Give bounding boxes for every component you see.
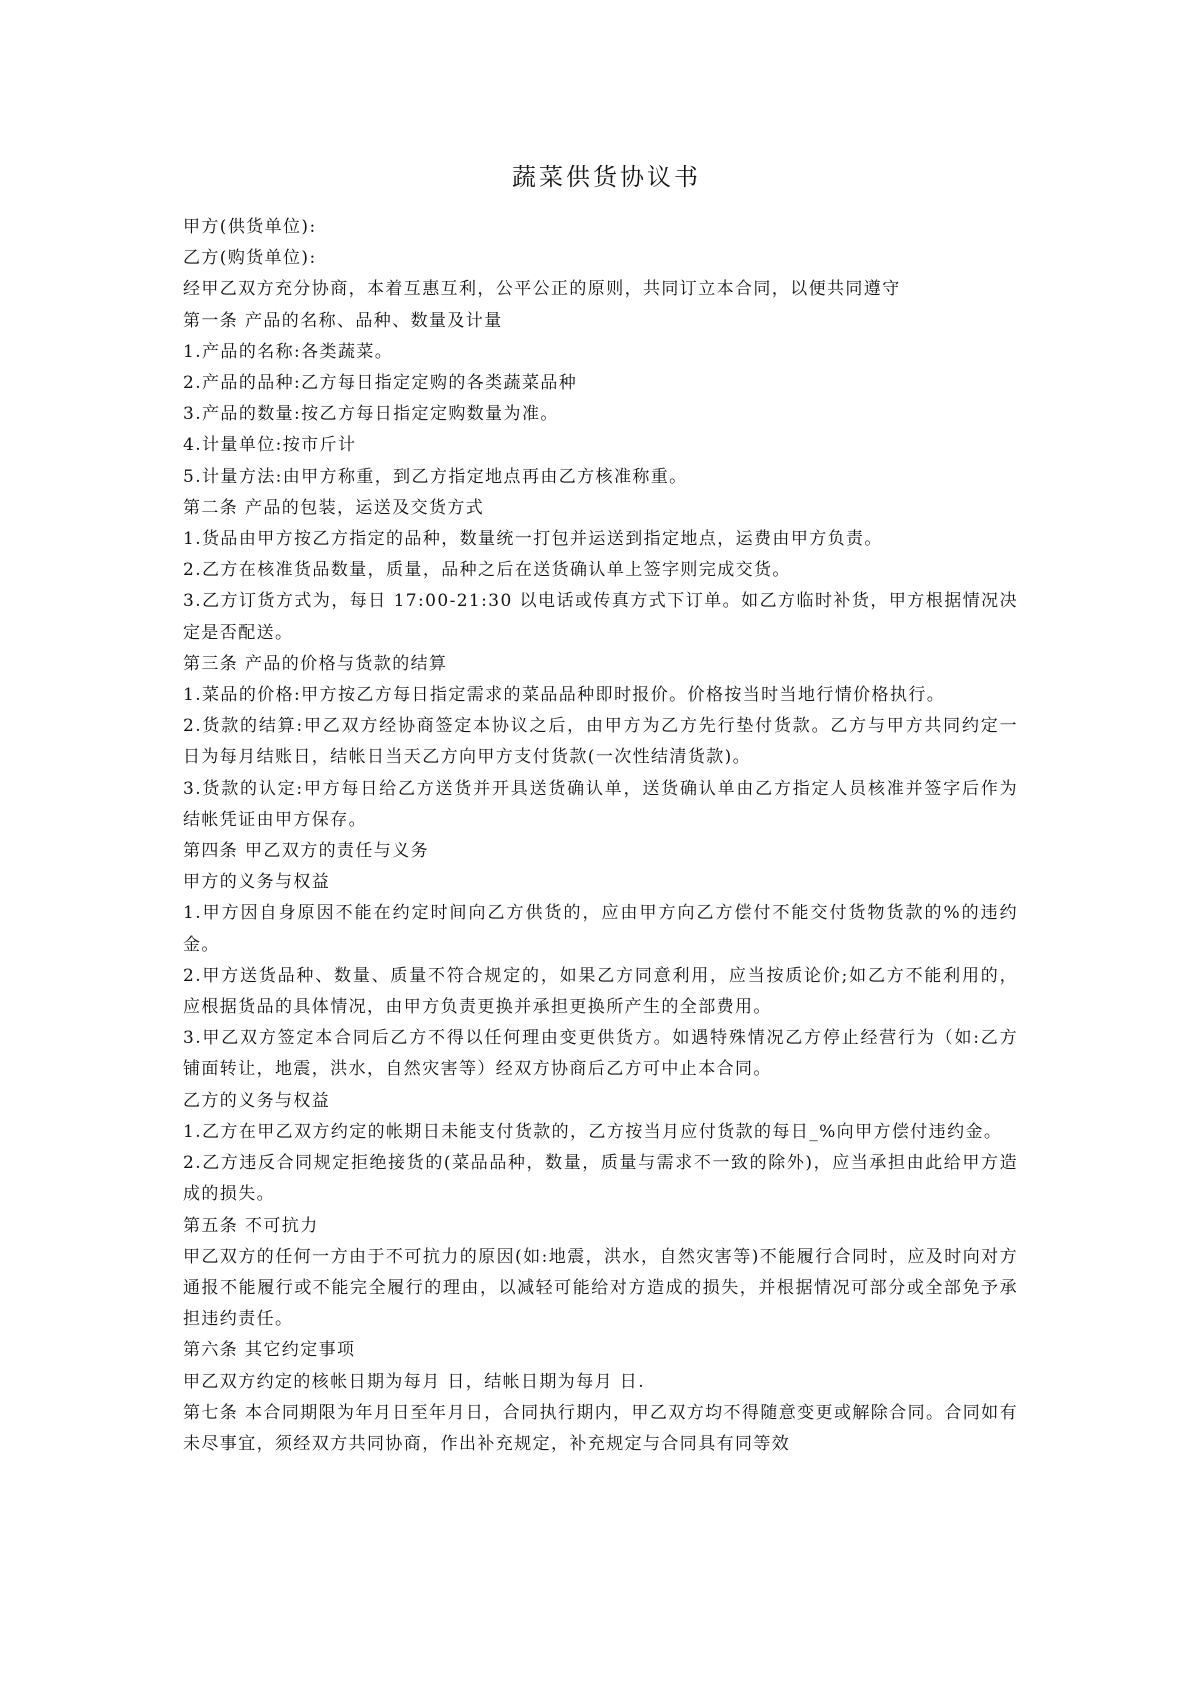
party-b-line: 乙方(购货单位): xyxy=(183,248,317,269)
clause: 3.乙方订货方式为，每日 17:00-21:30 以电话或传真方式下订单。如乙方临时补货，甲方根据情况决定是否配送。 xyxy=(183,591,1018,643)
clause: 2.甲方送货品种、数量、质量不符合规定的，如果乙方同意利用，应当按质论价;如乙方不能利用的，应根据货品的具体情况，由甲方负责更换并承担更换所产生的全部费用。 xyxy=(183,965,1018,1018)
subsection-heading: 甲方的义务与权益 xyxy=(183,872,331,893)
clause: 4.计量单位:按市斤计 xyxy=(183,435,357,456)
subsection-heading: 乙方的义务与权益 xyxy=(183,1090,331,1111)
clause: 甲乙双方约定的核帐日期为每月 日，结帐日期为每月 日. xyxy=(183,1371,646,1392)
clause: 2.产品的品种:乙方每日指定定购的各类蔬菜品种 xyxy=(183,373,578,394)
clause: 3.甲乙双方签定本合同后乙方不得以任何理由变更供货方。如遇特殊情况乙方停止经营行为（如:乙方铺面转让，地震，洪水，自然灾害等）经双方协商后乙方可中止本合同。 xyxy=(183,1028,1018,1080)
clause: 2.乙方在核准货品数量，质量，品种之后在送货确认单上签字则完成交货。 xyxy=(183,560,791,581)
document-body xyxy=(183,212,1018,1460)
article-6-heading: 第六条 其它约定事项 xyxy=(183,1340,356,1361)
clause: 2.货款的结算:甲乙双方经协商签定本协议之后，由甲方为乙方先行垫付货款。乙方与甲方共同约定一日为每月结账日，结帐日当天乙方向甲方支付货款(一次性结清货款)。 xyxy=(183,716,1018,768)
article-7-clause: 第七条 本合同期限为年月日至年月日，合同执行期内，甲乙双方均不得随意变更或解除合同。合同如有未尽事宜，须经双方共同协商，作出补充规定，补充规定与合同具有同等效 xyxy=(183,1402,1018,1454)
document-title: 蔬菜供货协议书 xyxy=(512,163,701,191)
article-2-heading: 第二条 产品的包装，运送及交货方式 xyxy=(183,497,485,518)
clause: 1.甲方因自身原因不能在约定时间向乙方供货的，应由甲方向乙方偿付不能交付货物货款的%的违约金。 xyxy=(183,903,1018,955)
clause: 3.货款的认定:甲方每日给乙方送货并开具送货确认单，送货确认单由乙方指定人员核准并签字后作为结帐凭证由甲方保存。 xyxy=(183,778,1018,830)
article-5-heading: 第五条 不可抗力 xyxy=(183,1215,319,1236)
preamble: 经甲乙双方充分协商，本着互惠互利，公平公正的原则，共同订立本合同，以便共同遵守 xyxy=(183,279,901,300)
clause: 1.产品的名称:各类蔬菜。 xyxy=(183,341,394,362)
clause: 1.菜品的价格:甲方按乙方每日指定需求的菜品品种即时报价。价格按当时当地行情价格执行。 xyxy=(183,685,946,706)
article-4-heading: 第四条 甲乙双方的责任与义务 xyxy=(183,841,430,862)
clause: 1.乙方在甲乙双方约定的帐期日未能支付货款的，乙方按当月应付货款的每日_%向甲方偿付违约金。 xyxy=(183,1121,1003,1142)
clause: 5.计量方法:由甲方称重，到乙方指定地点再由乙方核准称重。 xyxy=(183,466,688,487)
clause: 1.货品由甲方按乙方指定的品种，数量统一打包并运送到指定地点，运费由甲方负责。 xyxy=(183,529,883,550)
article-1-heading: 第一条 产品的名称、品种、数量及计量 xyxy=(183,310,503,331)
clause: 3.产品的数量:按乙方每日指定定购数量为准。 xyxy=(183,404,559,425)
document-page xyxy=(183,160,1018,1460)
article-3-heading: 第三条 产品的价格与货款的结算 xyxy=(183,653,448,674)
clause: 甲乙双方的任何一方由于不可抗力的原因(如:地震，洪水，自然灾害等)不能履行合同时，应及时向对方通报不能履行或不能完全履行的理由，以减轻可能给对方造成的损失，并根据情况可部分或全部免予承担违约责任。 xyxy=(183,1246,1018,1330)
clause: 2.乙方违反合同规定拒绝接货的(菜品品种，数量，质量与需求不一致的除外)，应当承担由此给甲方造成的损失。 xyxy=(183,1153,1018,1205)
party-a-line: 甲方(供货单位): xyxy=(183,217,317,237)
